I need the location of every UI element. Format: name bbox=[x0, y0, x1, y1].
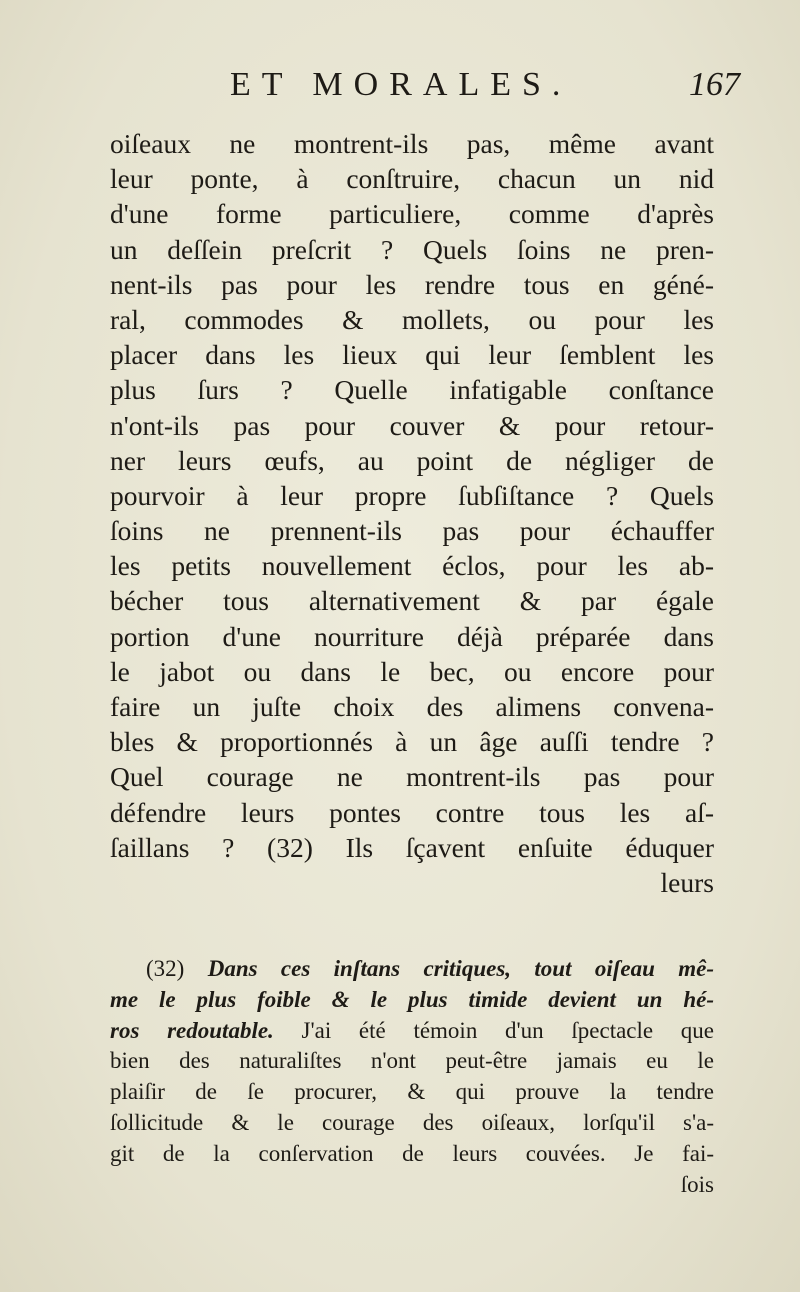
footnote bbox=[110, 954, 714, 1200]
text-line: un deſſein preſcrit ? Quels ſoins ne pren- bbox=[110, 233, 714, 265]
main-text bbox=[110, 126, 714, 900]
text-line: bles & proportionnés à un âge auſſi tendre ? bbox=[110, 726, 714, 758]
text-line: oiſeaux ne montrent-ils pas, même avant bbox=[110, 128, 714, 159]
text-line: le jabot ou dans le bec, ou encore pour bbox=[110, 655, 714, 687]
footnote-text: J'ai été témoin d'un ſpectacle que bbox=[301, 1017, 715, 1043]
text-line: Quel courage ne montrent-ils pas pour bbox=[110, 761, 714, 793]
footnote-line: bien des naturaliſtes n'ont peut-être jamais eu le bbox=[110, 1048, 714, 1074]
text-line: les petits nouvellement éclos, pour les ab- bbox=[110, 550, 714, 582]
text-line: leur ponte, à conſtruire, chacun un nid bbox=[110, 163, 714, 195]
running-title: ET MORALES. bbox=[230, 66, 572, 103]
text-line: ſaillans ? (32) Ils ſçavent enſuite éduquer bbox=[110, 831, 714, 863]
text-line: bécher tous alternativement & par égale bbox=[110, 585, 714, 617]
text-line: portion d'une nourriture déjà préparée dans bbox=[110, 620, 714, 652]
footnote-line: ſollicitude & le courage des oiſeaux, lorſqu'il s'a- bbox=[110, 1109, 714, 1135]
text-line: placer dans les lieux qui leur ſemblent les bbox=[110, 339, 714, 371]
text-line: d'une forme particuliere, comme d'après bbox=[110, 198, 714, 230]
footnote-line bbox=[110, 954, 714, 985]
text-line: nent-ils pas pour les rendre tous en géné- bbox=[110, 268, 714, 300]
footnote-line bbox=[110, 1016, 714, 1047]
footnote-line: plaiſir de ſe procurer, & qui prouve la tendre bbox=[110, 1079, 714, 1105]
text-line: défendre leurs pontes contre tous les aſ- bbox=[110, 796, 714, 828]
page-header bbox=[230, 66, 740, 110]
text-line: faire un juſte choix des alimens convena- bbox=[110, 691, 714, 722]
text-line: ner leurs œufs, au point de négliger de bbox=[110, 444, 714, 476]
footnote-italic-text: me le plus foible & le plus timide devient un hé- bbox=[110, 986, 714, 1012]
text-line: pourvoir à leur propre ſubſiſtance ? Quels bbox=[110, 479, 714, 511]
catchword: leurs bbox=[660, 866, 714, 898]
footnote-line: git de la conſervation de leurs couvées. Je fai- bbox=[110, 1140, 714, 1166]
footnote-catchword: ſois bbox=[680, 1171, 714, 1197]
page-number: 167 bbox=[689, 66, 740, 103]
footnote-marker: (32) bbox=[146, 956, 185, 981]
footnote-italic-text: Dans ces inſtans critiques, tout oiſeau mê- bbox=[207, 956, 715, 981]
footnote-line bbox=[110, 985, 714, 1016]
text-line: ſoins ne prennent-ils pas pour échauffer bbox=[110, 515, 714, 547]
text-line: n'ont-ils pas pour couver & pour retour- bbox=[110, 409, 714, 441]
footnote-italic-text: ros redoutable. bbox=[110, 1017, 274, 1043]
text-line: plus ſurs ? Quelle infatigable conſtance bbox=[110, 374, 714, 406]
text-line: ral, commodes & mollets, ou pour les bbox=[110, 303, 714, 335]
